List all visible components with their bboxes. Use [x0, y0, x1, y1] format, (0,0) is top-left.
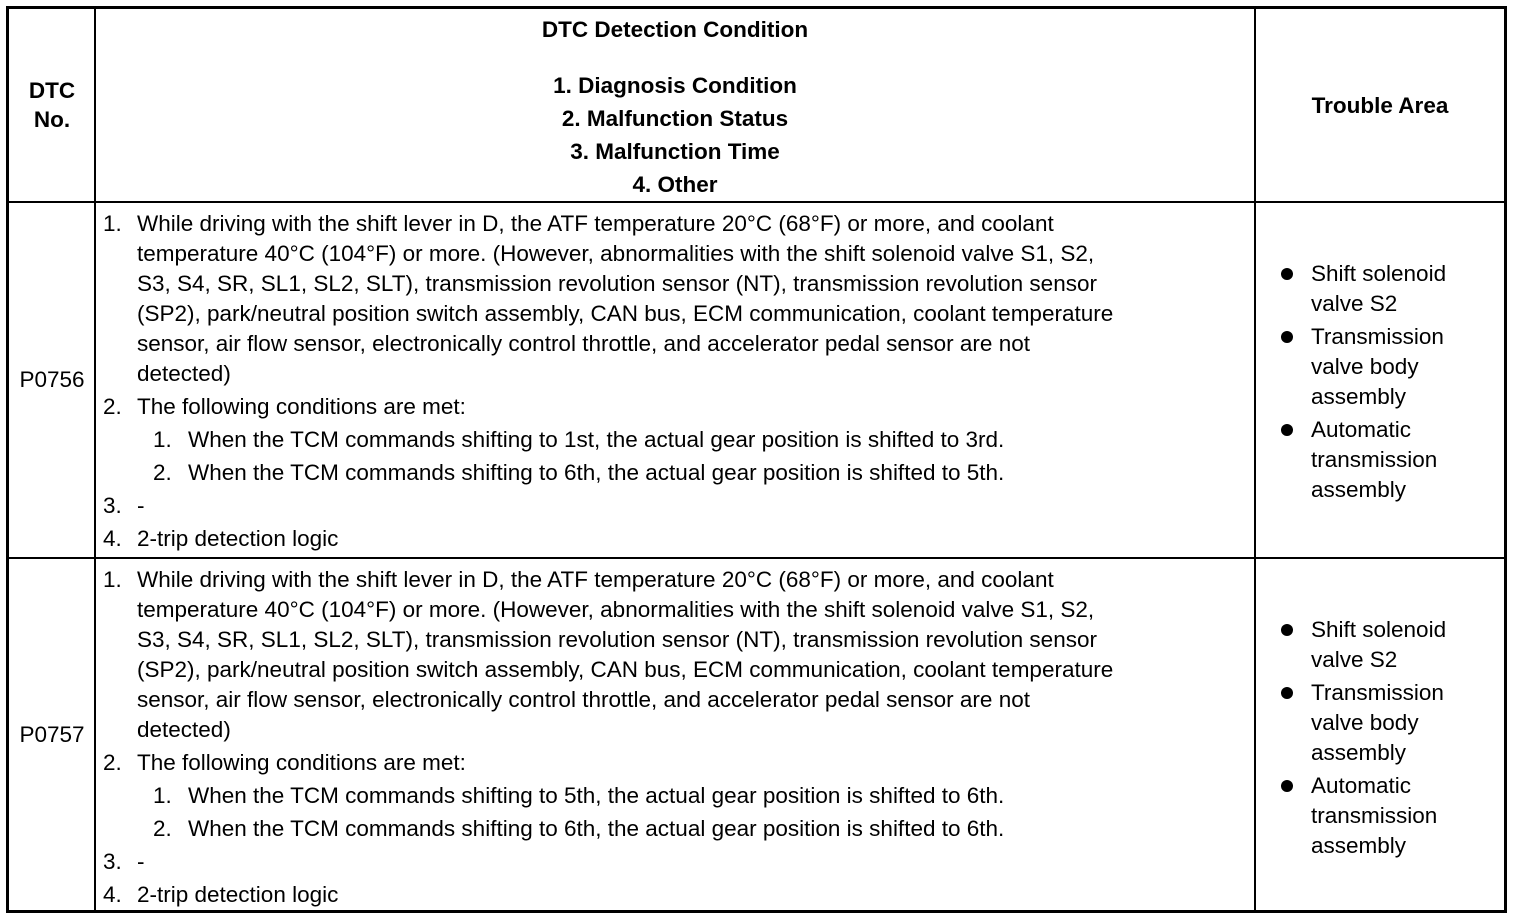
- header-detection-condition: [95, 13, 1255, 201]
- item-number: 4.: [103, 882, 122, 907]
- condition-line: While driving with the shift lever in D, the ATF temperature 20°C (68°F) or more, and coolant: [137, 567, 1054, 592]
- condition-line: sensor, air flow sensor, electronically control throttle, and accelerator pedal sensor are not: [137, 331, 1030, 356]
- condition-item-3: [95, 847, 1255, 877]
- dtc-code: P0757: [19, 721, 85, 747]
- header-condition-item: 3. Malfunction Time: [570, 139, 780, 164]
- trouble-area: [1256, 615, 1504, 864]
- item-number: 3.: [103, 493, 122, 518]
- header-condition-title: DTC Detection Condition: [541, 17, 809, 42]
- bullet-icon: [1281, 687, 1293, 699]
- dtc-code: P0756: [19, 367, 85, 392]
- condition-line: 2-trip detection logic: [137, 526, 339, 551]
- sub-condition-2: [95, 814, 1255, 844]
- sub-condition-1: [95, 425, 1255, 455]
- trouble-item: Shift solenoid valve S2: [1256, 615, 1504, 675]
- sub-condition-1: [95, 781, 1255, 811]
- condition-line: (SP2), park/neutral position switch assembly, CAN bus, ECM communication, coolant temperature: [137, 657, 1114, 682]
- condition-item-3: [95, 491, 1255, 521]
- header-condition-item: 1. Diagnosis Condition: [553, 73, 797, 98]
- condition-line: When the TCM commands shifting to 5th, the actual gear position is shifted to 6th.: [188, 783, 1005, 808]
- condition-line: -: [137, 849, 145, 874]
- item-number: 4.: [103, 526, 122, 551]
- condition-line: When the TCM commands shifting to 1st, the actual gear position is shifted to 3rd.: [188, 427, 1005, 452]
- trouble-item: Shift solenoid valve S2: [1256, 259, 1504, 319]
- bullet-icon: [1281, 624, 1293, 636]
- trouble-item: Transmission valve body assembly: [1256, 322, 1504, 412]
- item-number: 1.: [103, 567, 122, 592]
- trouble-item: Automatic transmission assembly: [1256, 415, 1504, 505]
- condition-line: temperature 40°C (104°F) or more. (However, abnormalities with the shift solenoid valve S1, S2,: [137, 597, 1095, 622]
- condition-line: When the TCM commands shifting to 6th, the actual gear position is shifted to 5th.: [188, 460, 1005, 485]
- trouble-item: Transmission valve body assembly: [1256, 678, 1504, 768]
- condition-line: -: [137, 493, 145, 518]
- condition-item-4: [95, 880, 1255, 910]
- header-condition-item: 2. Malfunction Status: [561, 106, 789, 131]
- condition-line: temperature 40°C (104°F) or more. (However, abnormalities with the shift solenoid valve S1, S2,: [137, 241, 1095, 266]
- item-number: 2.: [103, 394, 122, 419]
- condition-line: S3, S4, SR, SL1, SL2, SLT), transmission revolution sensor (NT), transmission revolution sensor: [137, 627, 1097, 652]
- sub-condition-2: [95, 458, 1255, 488]
- condition-line: The following conditions are met:: [137, 750, 466, 775]
- condition-line: The following conditions are met:: [137, 394, 466, 419]
- header-condition-item: 4. Other: [632, 172, 718, 197]
- item-number: 1.: [103, 211, 122, 236]
- header-dtc-no: [9, 9, 95, 201]
- item-number: 2.: [153, 816, 172, 841]
- row-divider: [9, 557, 1504, 559]
- trouble-item: Automatic transmission assembly: [1256, 771, 1504, 861]
- header-dtc-no-line: No.: [33, 107, 71, 132]
- bullet-icon: [1281, 331, 1293, 343]
- condition-item-2: [95, 392, 1255, 422]
- detection-condition: [95, 565, 1255, 910]
- bullet-icon: [1281, 780, 1293, 792]
- item-number: 1.: [153, 427, 172, 452]
- item-number: 1.: [153, 783, 172, 808]
- bullet-icon: [1281, 424, 1293, 436]
- condition-line: sensor, air flow sensor, electronically control throttle, and accelerator pedal sensor are not: [137, 687, 1030, 712]
- dtc-table: [6, 6, 1507, 913]
- condition-line: While driving with the shift lever in D, the ATF temperature 20°C (68°F) or more, and coolant: [137, 211, 1054, 236]
- trouble-area: [1256, 259, 1504, 508]
- detection-condition: [95, 209, 1255, 554]
- condition-item-4: [95, 524, 1255, 554]
- condition-line: detected): [137, 361, 231, 386]
- condition-line: S3, S4, SR, SL1, SL2, SLT), transmission revolution sensor (NT), transmission revolution sensor: [137, 271, 1097, 296]
- bullet-icon: [1281, 268, 1293, 280]
- item-number: 2.: [103, 750, 122, 775]
- item-number: 3.: [103, 849, 122, 874]
- condition-line: (SP2), park/neutral position switch assembly, CAN bus, ECM communication, coolant temperature: [137, 301, 1114, 326]
- item-number: 2.: [153, 460, 172, 485]
- condition-item-1: [95, 209, 1255, 389]
- header-dtc-no-line: DTC: [28, 78, 76, 103]
- condition-line: 2-trip detection logic: [137, 882, 339, 907]
- condition-item-2: [95, 748, 1255, 778]
- condition-line: When the TCM commands shifting to 6th, the actual gear position is shifted to 6th.: [188, 816, 1005, 841]
- row-divider: [9, 201, 1504, 203]
- condition-item-1: [95, 565, 1255, 745]
- header-trouble-area: Trouble Area: [1311, 92, 1449, 118]
- condition-line: detected): [137, 717, 231, 742]
